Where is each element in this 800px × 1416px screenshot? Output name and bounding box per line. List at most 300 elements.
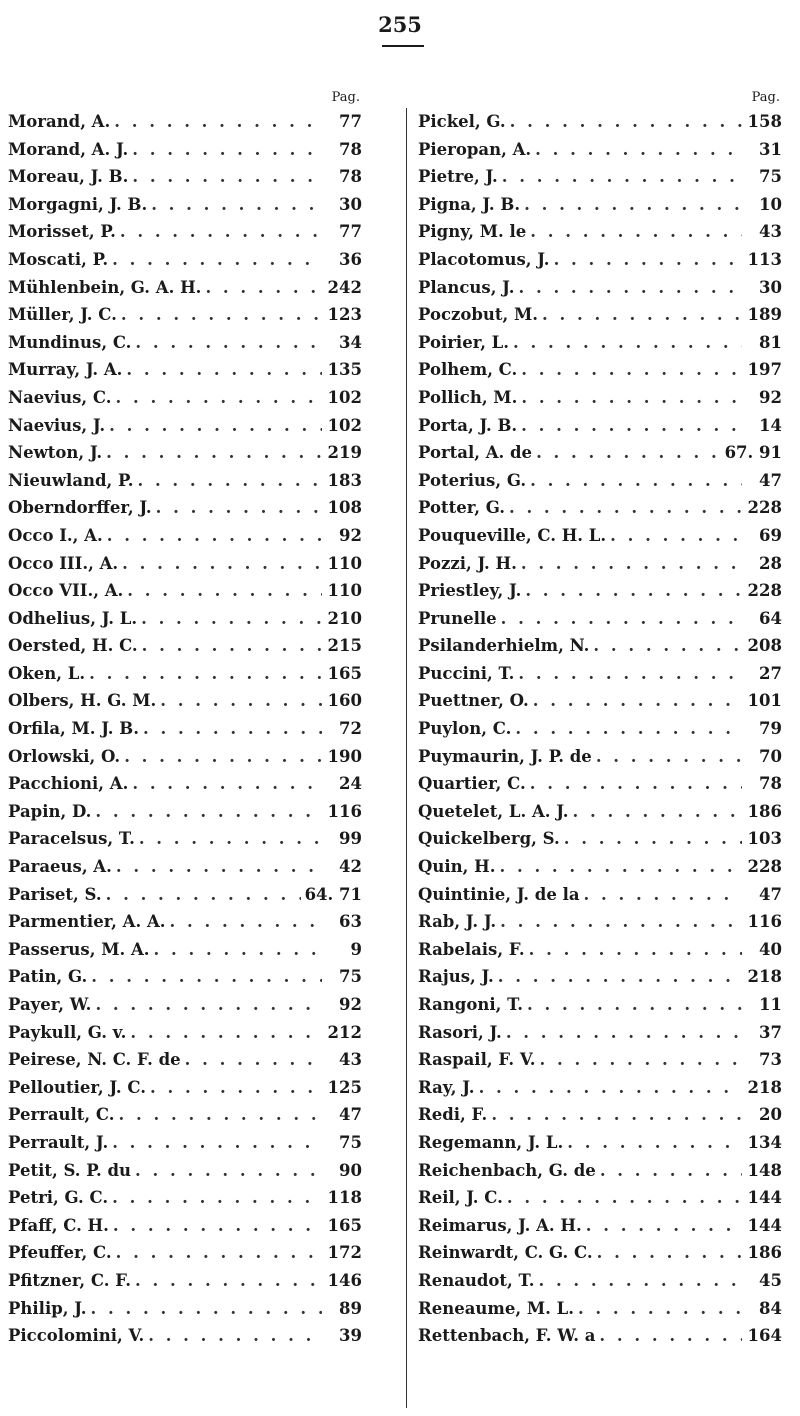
entry-page: 218 (747, 1077, 782, 1097)
dot-leader (600, 1157, 742, 1185)
entry-page: 212 (327, 1022, 362, 1042)
page-number-underline (382, 45, 424, 47)
index-entry (8, 798, 362, 826)
dot-leader (597, 1239, 742, 1267)
dot-leader (499, 853, 742, 881)
entry-page: 215 (327, 636, 362, 656)
dot-leader (112, 246, 322, 274)
entry-name: Oken, L. (8, 663, 86, 683)
entry-page: 78 (339, 167, 362, 187)
index-entry (418, 329, 782, 357)
entry-name: Pelloutier, J. C. (8, 1077, 146, 1097)
dot-leader (524, 191, 742, 219)
index-entry (8, 1184, 362, 1212)
dot-leader (567, 1129, 742, 1157)
index-entry (8, 136, 362, 164)
index-entry (8, 274, 362, 302)
dot-leader (578, 1295, 742, 1323)
index-entry (418, 218, 782, 246)
entry-name: Petri, G. C. (8, 1188, 109, 1208)
index-entry (8, 108, 362, 136)
dot-leader (112, 1129, 322, 1157)
entry-page: 172 (327, 1243, 362, 1263)
entry-name: Pfitzner, C. F. (8, 1270, 132, 1290)
entry-name: Morgagni, J. B. (8, 194, 148, 214)
entry-page: 102 (327, 415, 362, 435)
index-entry (418, 136, 782, 164)
entry-page: 103 (747, 829, 782, 849)
index-entry (418, 1212, 782, 1240)
index-entry (418, 412, 782, 440)
dot-leader (521, 550, 742, 578)
entry-name: Perrault, J. (8, 1132, 109, 1152)
entry-name: Piccolomini, V. (8, 1326, 145, 1346)
dot-leader (596, 743, 742, 771)
entry-name: Reneaume, M. L. (418, 1298, 574, 1318)
entry-page: 69 (759, 525, 782, 545)
entry-name: Quin, H. (418, 857, 496, 877)
dot-leader (120, 218, 322, 246)
index-entry (8, 1074, 362, 1102)
entry-name: Reimarus, J. A. H. (418, 1215, 582, 1235)
entry-name: Payer, W. (8, 995, 92, 1014)
dot-leader (510, 108, 742, 136)
entry-page: 70 (759, 746, 782, 766)
entry-name: Patin, G. (8, 967, 88, 987)
entry-name: Paraeus, A. (8, 857, 112, 877)
dot-leader (513, 329, 742, 357)
column-divider (406, 108, 407, 1408)
entry-name: Pozzi, J. H. (418, 553, 517, 573)
dot-leader (143, 715, 322, 743)
index-entry (418, 163, 782, 191)
dot-leader (135, 329, 322, 357)
dot-leader (525, 577, 742, 605)
entry-page: 75 (339, 967, 362, 987)
dot-leader (518, 274, 742, 302)
entry-page: 158 (747, 112, 782, 131)
dot-leader (610, 522, 742, 550)
entry-name: Pietre, J. (418, 167, 498, 187)
dot-leader (529, 936, 742, 964)
entry-page: 28 (759, 553, 782, 573)
dot-leader (116, 384, 323, 412)
entry-name: Reil, J. C. (418, 1188, 503, 1208)
dot-leader (498, 963, 742, 991)
dot-leader (521, 356, 742, 384)
index-entry (8, 494, 362, 522)
dot-leader (89, 660, 322, 688)
dot-leader (109, 412, 322, 440)
index-entry (418, 1157, 782, 1185)
entry-name: Müller, J. C. (8, 305, 117, 325)
entry-name: Pouqueville, C. H. L. (418, 525, 607, 545)
index-entry (8, 1212, 362, 1240)
dot-leader (156, 494, 322, 522)
entry-name: Reichenbach, G. de (418, 1160, 596, 1180)
entry-name: Portal, A. de (418, 443, 533, 463)
dot-leader (530, 218, 742, 246)
entry-name: Naevius, C. (8, 387, 112, 407)
entry-page: 11 (759, 995, 782, 1014)
entry-name: Placotomus, J. (418, 249, 550, 269)
dot-leader (132, 163, 322, 191)
entry-name: Quickelberg, S. (418, 829, 560, 849)
index-entry (418, 632, 782, 660)
dot-leader (527, 991, 742, 1019)
index-entry (8, 356, 362, 384)
index-entry (8, 1129, 362, 1157)
dot-leader (530, 467, 742, 495)
entry-name: Mühlenbein, G. A. H. (8, 277, 202, 297)
dot-leader (509, 494, 742, 522)
entry-page: 75 (339, 1132, 362, 1152)
entry-name: Rajus, J. (418, 967, 494, 987)
index-entry (418, 605, 782, 633)
entry-name: Morisset, P. (8, 222, 116, 242)
index-entry (418, 660, 782, 688)
entry-page: 108 (327, 498, 362, 518)
index-entry (8, 936, 362, 964)
entry-page: 81 (759, 332, 782, 352)
index-entry (418, 301, 782, 329)
dot-leader (112, 1184, 322, 1212)
dot-leader (540, 1046, 742, 1074)
entry-name: Orlowski, O. (8, 746, 121, 766)
dot-leader (150, 1074, 322, 1102)
entry-page: 10 (759, 194, 782, 214)
dot-leader (126, 356, 322, 384)
dot-leader (160, 687, 322, 715)
index-entry (418, 1074, 782, 1102)
entry-name: Moscati, P. (8, 249, 109, 269)
index-entry (418, 936, 782, 964)
entry-page: 77 (339, 112, 362, 131)
entry-page: 78 (759, 774, 782, 794)
index-entry (418, 577, 782, 605)
entry-name: Pieropan, A. (418, 139, 532, 159)
entry-page: 125 (327, 1077, 362, 1097)
index-entry (8, 1322, 362, 1350)
entry-page: 228 (747, 857, 782, 877)
entry-page: 78 (339, 139, 362, 159)
entry-name: Papin, D. (8, 801, 92, 821)
index-entry (418, 550, 782, 578)
entry-name: Naevius, J. (8, 415, 106, 435)
entry-name: Rangoni, T. (418, 995, 523, 1014)
entry-name: Raspail, F. V. (418, 1050, 536, 1070)
entry-page: 47 (759, 884, 782, 904)
index-entry (8, 467, 362, 495)
index-entry (418, 1295, 782, 1323)
entry-page: 110 (327, 553, 362, 573)
entry-page: 183 (327, 470, 362, 490)
entry-page: 146 (327, 1270, 362, 1290)
entry-page: 135 (327, 360, 362, 380)
dot-leader (542, 301, 742, 329)
entry-page: 63 (339, 912, 362, 932)
entry-name: Pacchioni, A. (8, 774, 129, 794)
index-entry (418, 881, 782, 909)
entry-name: Poczobut, M. (418, 305, 539, 325)
index-entry (418, 908, 782, 936)
entry-page: 189 (747, 305, 782, 325)
dot-leader (106, 439, 322, 467)
index-entry (8, 384, 362, 412)
index-entry (8, 163, 362, 191)
dot-leader (95, 798, 322, 826)
entry-name: Prunelle (418, 608, 497, 628)
index-entry (8, 908, 362, 936)
index-entry (8, 1101, 362, 1129)
entry-page: 134 (747, 1132, 782, 1152)
entry-name: Rasori, J. (418, 1022, 502, 1042)
entry-page: 242 (327, 277, 362, 297)
entry-page: 144 (747, 1215, 782, 1235)
index-entry (418, 494, 782, 522)
entry-page: 102 (327, 387, 362, 407)
entry-name: Moreau, J. B. (8, 167, 129, 187)
dot-leader (114, 108, 322, 136)
index-entry (8, 605, 362, 633)
dot-leader (518, 660, 742, 688)
dot-leader (205, 274, 322, 302)
index-entry (418, 274, 782, 302)
entry-name: Perrault, C. (8, 1105, 115, 1125)
entry-name: Potter, G. (418, 498, 505, 518)
entry-page: 20 (759, 1105, 782, 1125)
index-entry (8, 632, 362, 660)
entry-name: Morand, A. (8, 112, 111, 131)
entry-name: Puettner, O. (418, 691, 529, 711)
dot-leader (564, 825, 742, 853)
entry-name: Philip, J. (8, 1298, 87, 1318)
dot-leader (124, 743, 322, 771)
index-entry (8, 191, 362, 219)
entry-page: 24 (339, 774, 362, 794)
entry-name: Poirier, L. (418, 332, 510, 352)
entries-right (418, 108, 782, 1350)
entry-page: 116 (327, 801, 362, 821)
dot-leader (515, 715, 742, 743)
entry-name: Porta, J. B. (418, 415, 518, 435)
dot-leader (502, 163, 742, 191)
entry-name: Pariset, S. (8, 884, 102, 904)
entry-page: 210 (327, 608, 362, 628)
index-entry (418, 798, 782, 826)
entry-page: 165 (327, 1215, 362, 1235)
dot-leader (599, 1322, 742, 1350)
index-entry (8, 1019, 362, 1047)
dot-leader (170, 908, 322, 936)
index-entry (8, 550, 362, 578)
entry-page: 116 (747, 912, 782, 932)
entry-page: 67. 91 (724, 443, 782, 463)
entry-name: Oberndorffer, J. (8, 498, 152, 518)
entry-name: Orfila, M. J. B. (8, 719, 139, 739)
index-column-left (8, 88, 362, 1350)
entry-name: Odhelius, J. L. (8, 608, 138, 628)
index-entry (8, 246, 362, 274)
entry-name: Occo III., A. (8, 553, 119, 573)
entry-page: 90 (339, 1160, 362, 1180)
entry-name: Pigny, M. le (418, 222, 527, 242)
entry-name: Petit, S. P. du (8, 1160, 131, 1180)
index-entry (418, 715, 782, 743)
index-entry (418, 246, 782, 274)
entry-page: 148 (747, 1160, 782, 1180)
entry-page: 30 (339, 194, 362, 214)
entry-page: 113 (747, 249, 782, 269)
entry-page: 89 (339, 1298, 362, 1318)
entry-name: Rabelais, F. (418, 939, 525, 959)
index-entry (8, 522, 362, 550)
entry-name: Puccini, T. (418, 663, 515, 683)
entry-page: 219 (327, 443, 362, 463)
dot-leader (573, 798, 742, 826)
entry-name: Quetelet, L. A. J. (418, 801, 569, 821)
index-entry (8, 1267, 362, 1295)
index-entry (418, 467, 782, 495)
entry-page: 37 (759, 1022, 782, 1042)
entry-name: Puymaurin, J. P. de (418, 746, 592, 766)
dot-leader (122, 550, 322, 578)
index-entry (8, 743, 362, 771)
index-entry (418, 1184, 782, 1212)
dot-leader (148, 1322, 322, 1350)
entry-name: Morand, A. J. (8, 139, 129, 159)
dot-leader (506, 1019, 742, 1047)
dot-leader (521, 412, 742, 440)
entry-name: Quartier, C. (418, 774, 526, 794)
entry-page: 197 (747, 360, 782, 380)
dot-leader (479, 1074, 742, 1102)
entry-page: 228 (747, 581, 782, 601)
dot-leader (132, 770, 322, 798)
index-entry (8, 412, 362, 440)
dot-leader (500, 908, 742, 936)
entry-page: 110 (327, 581, 362, 601)
entry-name: Pfaff, C. H. (8, 1215, 109, 1235)
entry-page: 99 (339, 829, 362, 849)
pag-header-left: Pag. (331, 90, 360, 105)
entry-name: Quintinie, J. de la (418, 884, 580, 904)
entry-name: Renaudot, T. (418, 1270, 535, 1290)
entry-name: Plancus, J. (418, 277, 515, 297)
dot-leader (107, 522, 322, 550)
index-entry (418, 356, 782, 384)
entry-page: 39 (339, 1326, 362, 1346)
entry-page: 101 (747, 691, 782, 711)
index-entry (418, 1322, 782, 1350)
index-entry (418, 1101, 782, 1129)
dot-leader (521, 384, 742, 412)
dot-leader (538, 1267, 742, 1295)
entry-name: Passerus, M. A. (8, 939, 150, 959)
entry-page: 72 (339, 719, 362, 739)
dot-leader (491, 1101, 742, 1129)
entry-name: Newton, J. (8, 443, 103, 463)
index-entry (418, 770, 782, 798)
dot-leader (132, 136, 322, 164)
entry-page: 42 (339, 857, 362, 877)
entry-page: 64 (759, 608, 782, 628)
index-entry (8, 1157, 362, 1185)
entry-page: 92 (339, 995, 362, 1014)
entry-page: 160 (327, 691, 362, 711)
entry-page: 9 (350, 939, 362, 959)
dot-leader (536, 439, 721, 467)
index-entry (418, 991, 782, 1019)
index-entry (418, 825, 782, 853)
entry-page: 118 (327, 1188, 362, 1208)
index-column-right (418, 88, 782, 1350)
entry-page: 47 (759, 470, 782, 490)
index-entry (418, 1046, 782, 1074)
index-entry (418, 1267, 782, 1295)
index-entry (8, 963, 362, 991)
dot-leader (119, 1101, 322, 1129)
entry-page: 164 (747, 1326, 782, 1346)
dot-leader (91, 1295, 322, 1323)
entry-name: Rab, J. J. (418, 912, 497, 932)
entry-page: 208 (747, 636, 782, 656)
entry-name: Reinwardt, C. G. C. (418, 1243, 593, 1263)
entry-name: Puylon, C. (418, 719, 512, 739)
entry-name: Olbers, H. G. M. (8, 691, 157, 711)
dot-leader (593, 632, 742, 660)
index-entry (8, 881, 362, 909)
entry-page: 27 (759, 663, 782, 683)
entry-page: 186 (747, 801, 782, 821)
index-entry (8, 853, 362, 881)
index-entry (8, 660, 362, 688)
dot-leader (535, 136, 742, 164)
entry-name: Oersted, H. C. (8, 636, 138, 656)
dot-leader (501, 605, 742, 633)
entry-page: 75 (759, 167, 782, 187)
entry-page: 47 (339, 1105, 362, 1125)
entry-page: 92 (759, 387, 782, 407)
index-entry (8, 687, 362, 715)
entry-page: 31 (759, 139, 782, 159)
dot-leader (533, 687, 742, 715)
index-entry (8, 439, 362, 467)
index-entry (418, 439, 782, 467)
entry-page: 79 (759, 719, 782, 739)
dot-leader (142, 632, 322, 660)
entry-page: 34 (339, 332, 362, 352)
entry-page: 43 (339, 1050, 362, 1070)
entry-name: Occo VII., A. (8, 581, 124, 601)
dot-leader (127, 577, 322, 605)
entry-name: Poterius, G. (418, 470, 527, 490)
dot-leader (151, 191, 322, 219)
entry-page: 14 (759, 415, 782, 435)
pag-header-right: Pag. (751, 90, 780, 105)
entry-name: Pollich, M. (418, 387, 518, 407)
index-entry (418, 1239, 782, 1267)
entry-page: 186 (747, 1243, 782, 1263)
entry-name: Pfeuffer, C. (8, 1243, 112, 1263)
dot-leader (95, 991, 322, 1019)
entry-name: Pickel, G. (418, 112, 506, 131)
dot-leader (106, 881, 301, 909)
dot-leader (116, 1239, 322, 1267)
index-entry (418, 853, 782, 881)
dot-leader (135, 1267, 322, 1295)
entry-name: Parmentier, A. A. (8, 912, 166, 932)
